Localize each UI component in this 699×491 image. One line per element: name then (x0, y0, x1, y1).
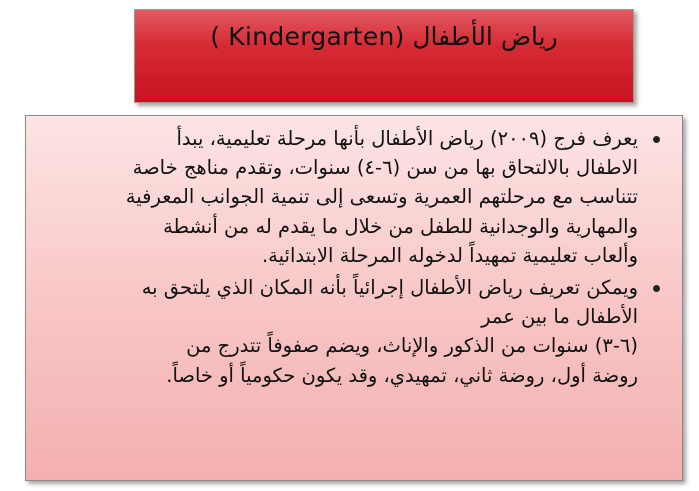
bullet-line: يعرف فرج (٢٠٠٩) رياض الأطفال بأنها مرحلة تعليمية، يبدأ (176, 127, 638, 150)
title-box (134, 9, 634, 103)
bullet-line: (٦-٣) سنوات من الذكور والإناث، ويضم صفوفاً تتدرج من (186, 334, 638, 358)
bullet-line: وألعاب تعليمية تمهيداً لدخوله المرحلة الابتدائية. (261, 243, 638, 267)
bullet-item-definition (40, 124, 662, 270)
bullet-line: روضة أول، روضة ثاني، تمهيدي، وقد يكون حكومياً أو خاصاً. (166, 363, 638, 387)
bullet-dot-icon (653, 136, 660, 143)
bullet-line: الاطفال بالالتحاق بها من سن (٦-٤) سنوات، وتقدم مناهج خاصة (132, 156, 638, 180)
bullet-line: الأطفال ما بين عمر (481, 305, 638, 329)
bullet-line: تتناسب مع مرحلتهم العمرية وتسعى إلى تنمية الجوانب المعرفية (125, 185, 638, 209)
bullet-list (40, 124, 662, 390)
bullet-dot-icon (653, 285, 660, 292)
slide-title: رياض الأطفال (Kindergarten ) (210, 22, 558, 51)
content-box (25, 115, 683, 481)
bullet-line: ويمكن تعريف رياض الأطفال إجرائياً بأنه المكان الذي يلتحق به (141, 276, 638, 300)
bullet-line: والمهارية والوجدانية للطفل من خلال ما يقدم له من أنشطة (163, 214, 638, 238)
bullet-item-operational-definition (40, 273, 662, 390)
